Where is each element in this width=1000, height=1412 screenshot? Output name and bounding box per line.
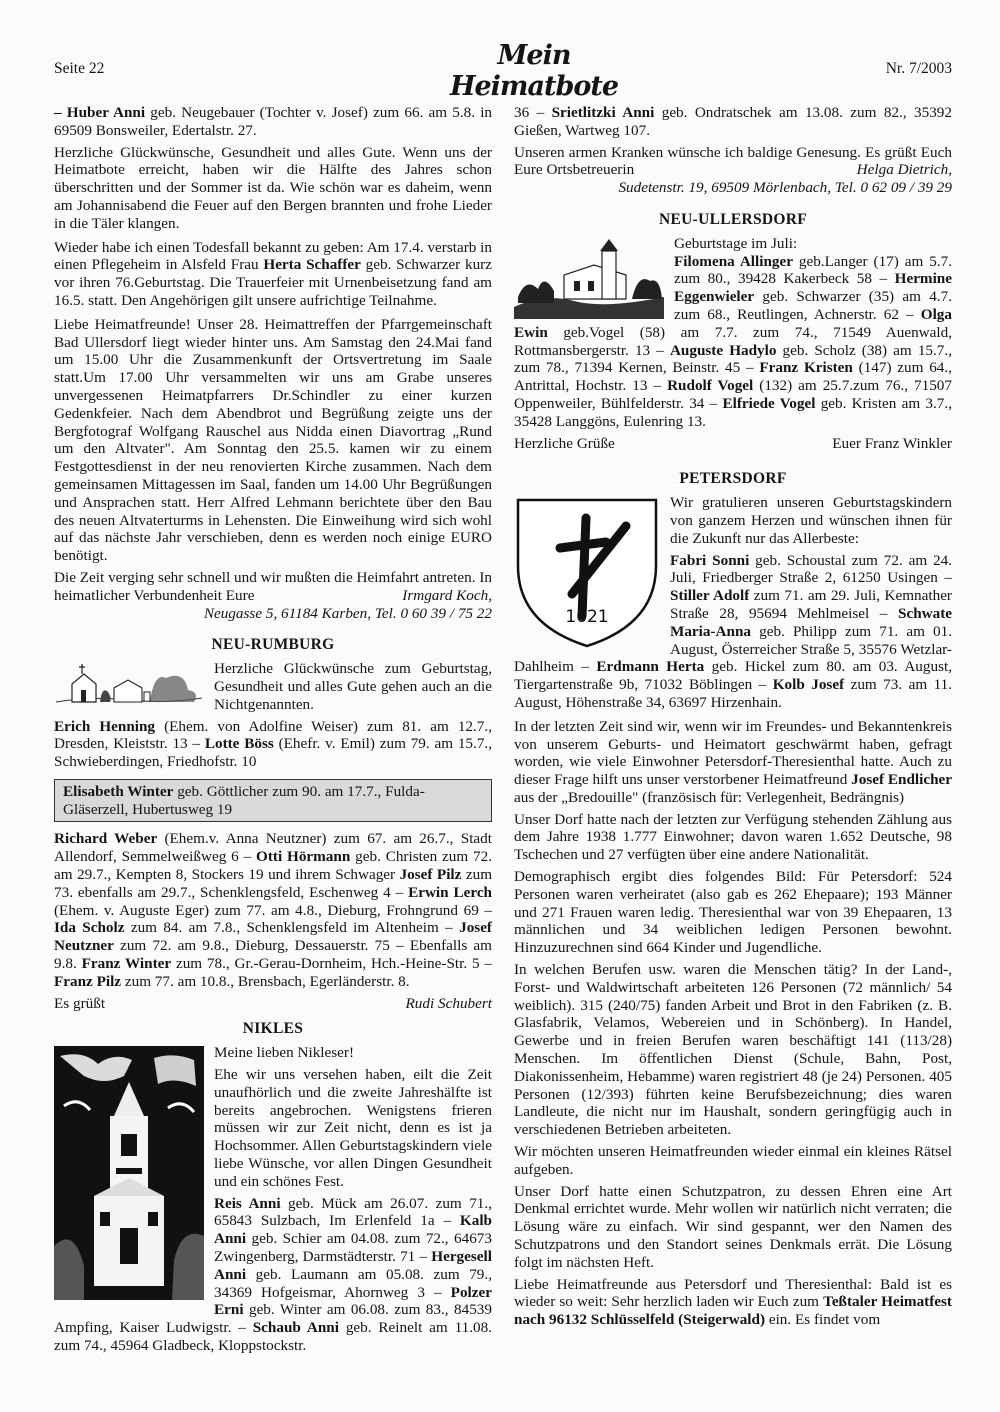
signature-line: Herzliche Grüße Euer Franz Winkler — [514, 434, 952, 452]
get-well-paragraph: Unseren armen Kranken wünsche ich baldige Genesung. Es grüßt Euch Eure Ortsbetreuerin Helga Dietrich, — [514, 143, 952, 179]
greeting-paragraph: Herzliche Glückwünsche, Gesundheit und alles Gute. Wenn uns der Heimatbote erreicht, haben wir die Hälfte des Jahres schon überschritten und der Sommer ist da. Wie schön war es daheim, wenn am Johannisabend die Feuer auf den Bergen brannten und frohe Lieder in die Täler klangen. — [54, 143, 492, 232]
neu-rumburg-section — [54, 660, 492, 771]
nikles-greeting: Ehe wir uns versehen haben, eilt die Zeit unaufhörlich und die zweite Jahreshälfte ist bereits angebrochen. Wenigstens frieren müssen wir zur Zeit nicht, denn es ist ja Hochsommer. Allen Geburtstagskindern viele liebe Wünsche, vor allen Dingen Gesundheit und ein schönes Fest. — [214, 1066, 492, 1190]
section-title-nikles: NIKLES — [242, 1020, 304, 1038]
nikles-salutation: Meine lieben Nikleser! — [214, 1044, 355, 1062]
page-header — [54, 40, 952, 102]
signature-line: Es grüßt Rudi Schubert — [54, 994, 492, 1012]
occupations-paragraph: In welchen Berufen usw. waren die Menschen tätig? In der Land-, Forst- und Waldwirtschaft arbeiteten 126 Personen (72 männlich/ 54 weiblich). 315 (240/75) fanden Arbeit und Brot in den Fabriken (z. B. Glasfabrik, Velamos, Webereien und in Schönberg). In Handel, Gewerbe und in freien Berufen waren beschäftigt 141 (113/28) Menschen. Im öffentlichen Dienst (Schule, Bahn, Post, Diakonissenheim, Hebamme) waren registriert 48 (je 24) Personen. 405 Personen (12/393) führten keine Berufsbezeichnung; dies waren Landleute, die nicht nur im Haushalt, sondern geringfügig auch in verschiedenen Betrieben arbeiteten. — [514, 961, 952, 1139]
invitation-paragraph: Liebe Heimatfreunde aus Petersdorf und Theresienthal: Bald ist es wieder so weit: Sehr herzlich laden wir Euch zum Teßtaler Heimatfest nach 96132 Schlüsselfeld (Steigerwald) ein. Es findet vom — [514, 1275, 952, 1329]
petersdorf-intro: Wir gratulieren unseren Geburtstagskindern von ganzem Herzen und wünschen ihnen für die Zukunft nur das Allerbeste: — [670, 494, 952, 547]
signature-address: Neugasse 5, 61184 Karben, Tel. 0 60 39 / 75 22 — [203, 604, 492, 622]
section-title-petersdorf: PETERSDORF — [679, 470, 787, 488]
meeting-report: Liebe Heimatfreunde! Unser 28. Heimattreffen der Pfarrgemeinschaft Bad Ullersdorf liegt wieder hinter uns. Am Samstag den 24.Mai fand um 15.00 Uhr die Zusammenkunft der Ortsvertretung im Saale statt.Um 17.00 Uhr versammelten wir uns am Grabe unseres unvergessenen Heimatpfarrers Dr.Schindler zu einer kurzen Gedenkfeier. Nach dem Abendbrot und Begrüßung zeigte uns der Bergfotograf Wolfgang Rauschel aus Nidda einen Diavortrag „Rund um den Altvater". Am Sonntag den 25.5. kamen wir zu einem Festgottesdienst in der neu renovierten Kirche zusammen. Nach dem gemeinsamen Mittagessen im Saal, fanden um 14.00 Uhr Begrüßungen und Ansprachen statt. Herr Alfred Lehmann berichtete über den Bau des neuen Altvaterturms in Lehensten. Die Einweihung wird sich wohl auf das nächste Jahr verschieben, denn es werden noch einige EURO benötigt. — [54, 315, 492, 565]
petersdorf-section — [514, 494, 952, 1329]
petersdorf-crest — [514, 496, 660, 648]
riddle-paragraph: Unser Dorf hatte einen Schutzpatron, zu dessen Ehren eine Art Denkmal errichtet wurde. Mehr wollen wir natürlich nicht verraten; die Lösung wäre zu einfach. Wir sind gespannt, wer den Namen des Schutzpatrons und den Standort seines Denkmals errät. Die Lösung folgt im nächsten Heft. — [514, 1182, 952, 1271]
petersdorf-birthdays: Fabri Sonni geb. Schoustal zum 72. am 24. Juli, Friedberger Straße 2, 61250 Usingen – Stiller Adolf zum 71. am 29. Juli, Kemnather Straße 28, 95694 Mehlmeisel – Schwate Maria-Anna geb. Philipp zum 71. am 01. August, Österreicher Straße 5, 35576 Wetzlar-Dahlheim – Erdmann Herta geb. Hickel zum 80. am 03. August, Tiergartenstraße 9b, 71032 Böblingen – Kolb Josef zum 73. am 11. August, Höhenstraße 34, 63697 Hirzenhain. — [514, 551, 953, 711]
demographics-paragraph: Demographisch ergibt dies folgendes Bild: Für Petersdorf: 524 Personen waren verheiratet (also gab es 262 Ehepaare); 193 Männer und 271 Frauen waren ledig. Theresienthal war von 39 Ehepaaren, 13 männlichen und 34 weiblichen ledigen Personen bewohnt. Hinzuzurechnen sind 664 Kinder und Jugendliche. — [514, 868, 952, 957]
neu-ullersdorf-birthdays: Filomena Allinger geb.Langer (17) am 5.7. zum 80., 39428 Kakerbeck 58 – Hermine Eggenwieler geb. Schwarzer (35) am 4.7. zum 68., Reutlingen, Achnerstr. 62 – Olga Ewin geb.Vogel (58) am 7.7. zum 74., 71549 Auenwald, Rottmansbergerstr. 13 – Auguste Hadylo geb. Scholz (38) am 15.7., zum 78., 71394 Kernen, Beinstr. 45 – Franz Kristen (147) zum 64., Antrittal, Hochstr. 13 – Rudolf Vogel (132) am 25.7.zum 76., 71507 Oppenweiler, Bühlfelderstr. 34 – Elfriede Vogel geb. Kristen am 3.7., 35428 Langgöns, Eulenring 13. — [514, 252, 952, 430]
masthead-logo: Mein Heimatbote — [449, 40, 619, 102]
neu-ullersdorf-section — [514, 235, 952, 453]
nikles-birthdays: Reis Anni geb. Mück am 26.07. zum 71., 65843 Sulzbach, Im Erlenfeld 1a – Kalb Anni geb. Schier am 04.08. zum 72., 64673 Zwingenberg, Darmstädterstr. 71 – Hergesell Anni geb. Laumann am 05.08. zum 79., 34369 Hofgeismar, Ahornweg 3 – Polzer Erni geb. Winter am 06.08. zum 83., 84539 Ampfing, Kaiser Ludwigstr. – Schaub Anni geb. Reinelt am 11.08. zum 74., 45964 Gladbeck, Kloppstockstr. — [54, 1194, 492, 1354]
crest-year: 1621 — [565, 607, 609, 628]
highlight-box-90th-birthday: Elisabeth Winter geb. Göttlicher zum 90. am 17.7., Fulda-Gläserzell, Hubertusweg 19 — [54, 779, 492, 823]
nikles-section — [54, 1044, 492, 1355]
neu-ullersdorf-intro: Geburtstage im Juli: — [674, 234, 798, 252]
signature-name: Irmgard Koch, — [402, 586, 492, 604]
signature-name: Rudi Schubert — [405, 994, 492, 1012]
neu-rumburg-birthdays: Erich Henning (Ehem. von Adolfine Weiser) zum 81. am 12.7., Dresden, Kleiststr. 13 – Lotte Böss (Ehefr. v. Emil) zum 79. am 15.7., Schwieberdingen, Friedhofstr. 10 — [54, 717, 493, 771]
obituary-paragraph: Wieder habe ich einen Todesfall bekannt zu geben: Am 17.4. verstarb in einen Pflegeheim in Alsfeld Frau Herta Schaffer geb. Schwarzer kurz vor ihren 76.Geburtstag. Die Trauerfeier mit Urnenbeisetzung fand am 16.5. statt. Den Angehörigen gilt unsere aufrichtige Teilnahme. — [54, 238, 492, 309]
birthday-list: Richard Weber (Ehem.v. Anna Neutzner) zum 67. am 26.7., Stadt Allendorf, Semmelweißweg 6 – Otti Hörmann geb. Christen zum 72. am 29.7., Kempten 8, Stockers 19 und ihrem Schwager Josef Pilz zum 73. ebenfalls am 29.7., Schenklengsfeld, Eschenweg 4 – Erwin Lerch (Ehem. v. Auguste Eger) zum 77. am 4.8., Dieburg, Frohngrund 69 – Ida Scholz zum 84. am 7.8., Schenklengsfeld im Altenheim – Josef Neutzner zum 72. am 9.8., Dieburg, Dessauerstr. 75 – Ebenfalls am 9.8. Franz Winter zum 78., Gr.-Gerau-Dornheim, Hch.-Heine-Str. 5 – Franz Pilz zum 77. am 10.8., Brensbach, Egerländerstr. 8. — [54, 830, 493, 990]
riddle-intro: Wir möchten unseren Heimatfreunden wieder einmal ein kleines Rätsel aufgeben. — [514, 1143, 952, 1178]
section-title-neu-ullersdorf: NEU-ULLERSDORF — [658, 210, 808, 228]
population-count: Unser Dorf hatte nach der letzten zur Verfügung stehenden Zählung aus dem Jahre 1938 1.777 Einwohner; davon waren 1.652 Deutsche, 98 Tschechen und 27 verfügten über eine andere Nationalität. — [514, 810, 952, 864]
right-column — [514, 104, 952, 1333]
section-title-neu-rumburg: NEU-RUMBURG — [211, 636, 335, 654]
church-village-illustration — [54, 662, 204, 708]
signature-name: Euer Franz Winkler — [832, 434, 952, 452]
signature-address: Sudetenstr. 19, 69509 Mörlenbach, Tel. 0 62 09 / 39 29 — [618, 179, 952, 197]
page-number: Seite 22 — [54, 60, 105, 77]
village-church-illustration — [514, 237, 664, 319]
population-question: In der letzten Zeit sind wir, wenn wir im Freundes- und Bekanntenkreis von unserem Geburts- und Heimatort geschwärmt haben, gefragt worden, wie viele Einwohner Petersdorf-Theresienthal hatte. Auch zu dieser Frage hilft uns unser verstorbener Heimatfreund Josef Endlicher aus der „Bredouille" (französisch für: Verlegenheit, Bedrängnis) — [514, 717, 953, 806]
church-tower-woodcut — [54, 1046, 204, 1300]
neu-rumburg-greeting: Herzliche Glückwünsche zum Geburtstag, Gesundheit und alles Gute gehen auch an die Nichtgenannten. — [214, 660, 492, 713]
intro-entry: – Huber Anni geb. Neugebauer (Tochter v. Josef) zum 66. am 5.8. in 69509 Bonsweiler, Edertalstr. 27. — [54, 104, 493, 139]
issue-number: Nr. 7/2003 — [885, 60, 952, 77]
signature-name: Helga Dietrich, — [856, 161, 952, 179]
continued-entry: 36 – Srietlitzki Anni geb. Ondratschek am 13.08. zum 82., 35392 Gießen, Wartweg 107. — [514, 104, 952, 139]
closing-paragraph: Die Zeit verging sehr schnell und wir mußten die Heimfahrt antreten. In heimatlicher Verbundenheit Eure Irmgard Koch, — [54, 568, 492, 604]
left-column — [54, 104, 492, 1359]
